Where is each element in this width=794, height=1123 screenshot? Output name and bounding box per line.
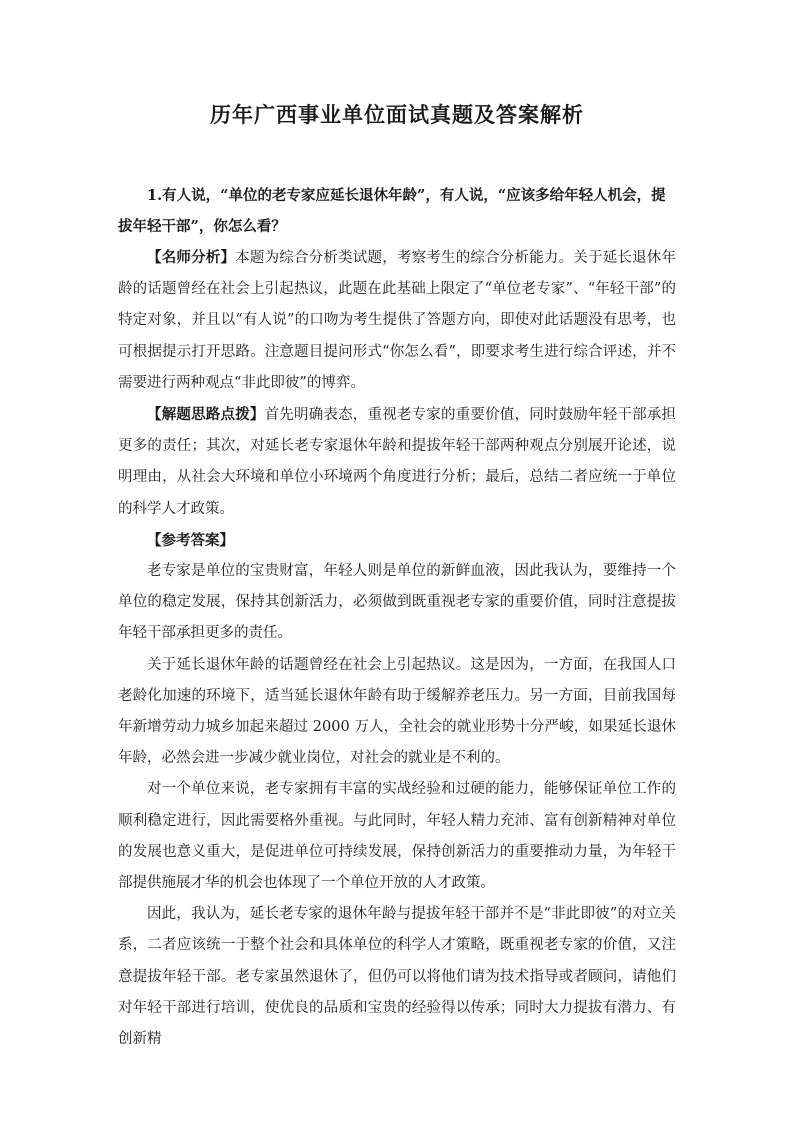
analysis-paragraph xyxy=(118,242,676,399)
approach-tag: 【解题思路点拨】 xyxy=(147,406,265,424)
answer-paragraph-1: 老专家是单位的宝贵财富，年轻人则是单位的新鲜血液，因此我认为，要维持一个单位的稳定发展，保持其创新活力，必须做到既重视老专家的重要价值，同时注意提拔年轻干部承担更多的责任。 xyxy=(118,563,676,642)
answer-paragraph-4: 因此，我认为，延长老专家的退休年龄与提拔年轻干部并不是“非此即彼”的对立关系，二者应该统一于整个社会和具体单位的科学人才策略，既重视老专家的价值，又注意提拔年轻干部。老专家虽然退休了，但仍可以将他们请为技术指导或者顾问，请他们对年轻干部进行培训，使优良的品质和宝贵的经验得以传承；同时大力提拔有潜力、有创新精 xyxy=(118,906,676,1048)
question-text: 1.有人说，“单位的老专家应延长退休年龄”，有人说，“应该多给年轻人机会，提拔年轻干部”，你怎么看？ xyxy=(118,187,666,235)
answer-paragraph-2: 关于延长退休年龄的话题曾经在社会上引起热议。这是因为，一方面，在我国人口老龄化加速的环境下，适当延长退休年龄有助于缓解养老压力。另一方面，目前我国每年新增劳动力城乡加起来超过 2000 万人，全社会的就业形势十分严峻，如果延长退休年龄，必然会进一步减少就业岗位，对社会的就业是不利的。 xyxy=(118,656,676,767)
analysis-text: 本题为综合分析类试题，考察考生的综合分析能力。关于延长退休年龄的话题曾经在社会上引起热议，此题在此基础上限定了“单位老专家”、“年轻干部”的特定对象，并且以“有人说”的口吻为考生提供了答题方向，即使对此话题没有思考，也可根据提示打开思路。注意题目提问形式“你怎么看”，即要求考生进行综合评述，并不需要进行两种观点“非此即彼”的博弈。 xyxy=(118,250,677,391)
answer-paragraph-3: 对一个单位来说，老专家拥有丰富的实战经验和过硬的能力，能够保证单位工作的顺利稳定进行，因此需要格外重视。与此同时，年轻人精力充沛、富有创新精神对单位的发展也意义重大，是促进单位可持续发展，保持创新活力的重要推动力量，为年轻干部提供施展才华的机会也体现了一个单位开放的人才政策。 xyxy=(118,781,676,892)
analysis-tag: 【名师分析】 xyxy=(147,249,236,266)
answer-heading: 【参考答案】 xyxy=(147,531,234,549)
document-title: 历年广西事业单位面试真题及答案解析 xyxy=(210,102,584,127)
document-page xyxy=(118,100,676,1055)
approach-text: 首先明确表态，重视老专家的重要价值，同时鼓励年轻干部承担更多的责任；其次，对延长老专家退休年龄和提拔年轻干部两种观点分别展开论述，说明理由，从社会大环境和单位小环境两个角度进行分析；最后，总结二者应统一于单位的科学人才政策。 xyxy=(118,407,677,517)
approach-paragraph xyxy=(118,399,676,525)
